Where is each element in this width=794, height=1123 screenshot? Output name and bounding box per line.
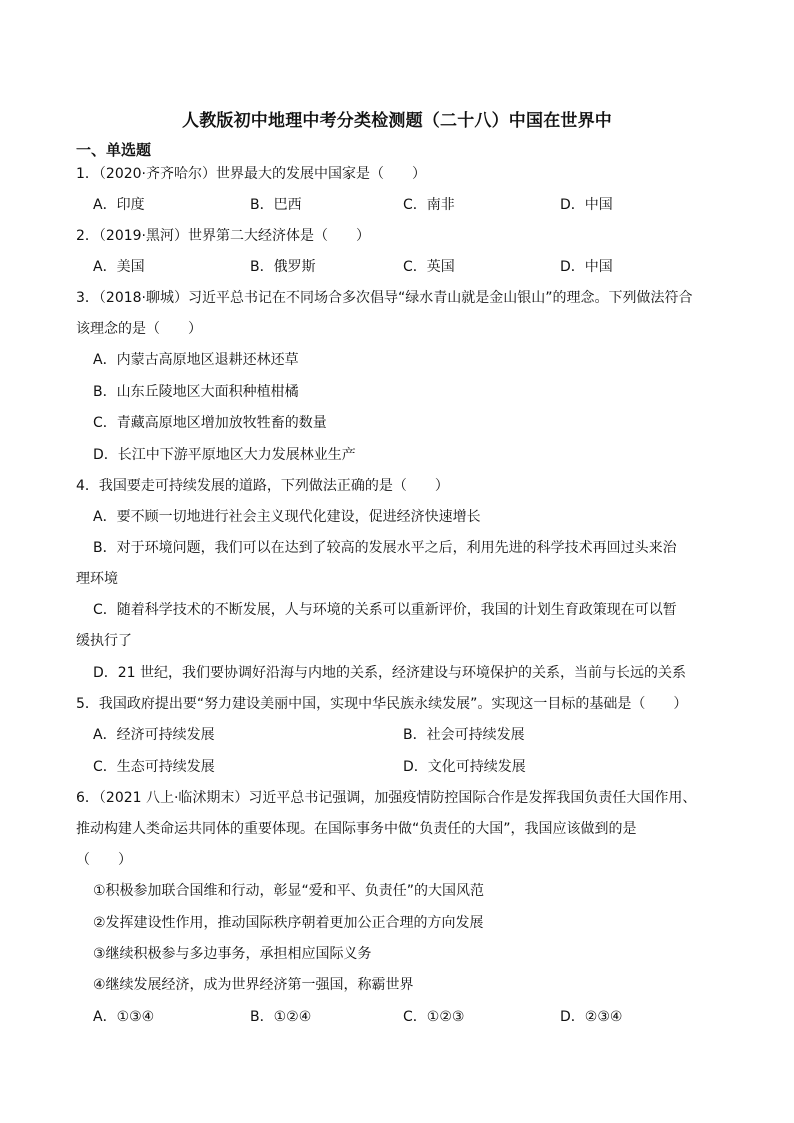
question-3-option-d[interactable]: D．长江中下游平原地区大力发展林业生产: [93, 447, 356, 463]
question-6-statement-1: ①积极参加联合国维和行动，彰显“爱和平、负责任”的大国风范: [93, 883, 485, 899]
question-3-option-c[interactable]: C．青藏高原地区增加放牧牲畜的数量: [93, 415, 327, 431]
question-5-stem: 5．我国政府提出要“努力建设美丽中国，实现中华民族永续发展”。实现这一目标的基础是（ ）: [76, 696, 688, 712]
question-4-option-b-line-1[interactable]: B．对于环境问题，我们可以在达到了较高的发展水平之后，利用先进的科学技术再回过头来治: [93, 540, 677, 556]
question-6-statement-2: ②发挥建设性作用，推动国际秩序朝着更加公正合理的方向发展: [93, 915, 484, 931]
question-2-option-a[interactable]: A．美国: [93, 259, 145, 275]
question-1-stem: 1．（2020·齐齐哈尔）世界最大的发展中国家是（ ）: [76, 166, 426, 182]
question-6-option-d[interactable]: D．②③④: [560, 1009, 623, 1025]
question-4-option-c-line-2[interactable]: 缓执行了: [76, 633, 132, 649]
page-title: 人教版初中地理中考分类检测题（二十八）中国在世界中: [182, 111, 612, 131]
question-4-option-d[interactable]: D．21 世纪，我们要协调好沿海与内地的关系，经济建设与环境保护的关系，当前与长远的关系: [93, 665, 687, 681]
question-4-option-c-line-1[interactable]: C．随着科学技术的不断发展，人与环境的关系可以重新评价，我国的计划生育政策现在可以暂: [93, 602, 677, 618]
question-3-stem-line-2: 该理念的是（ ）: [76, 321, 202, 337]
question-1-option-a[interactable]: A．印度: [93, 197, 145, 213]
question-2-option-b[interactable]: B．俄罗斯: [250, 259, 316, 275]
question-4-option-b-line-2[interactable]: 理环境: [76, 571, 118, 587]
question-3-option-a[interactable]: A．内蒙古高原地区退耕还林还草: [93, 352, 299, 368]
question-6-stem-line-1: 6．（2021 八上·临沭期末）习近平总书记强调，加强疫情防控国际合作是发挥我国负责任大国作用、: [76, 790, 697, 806]
question-5-option-d[interactable]: D．文化可持续发展: [403, 759, 526, 775]
question-2-stem: 2．（2019·黑河）世界第二大经济体是（ ）: [76, 228, 370, 244]
question-3-stem-line-1: 3．（2018·聊城）习近平总书记在不同场合多次倡导“绿水青山就是金山银山”的理念。下列做法符合: [76, 290, 693, 306]
question-5-option-c[interactable]: C．生态可持续发展: [93, 759, 215, 775]
question-2-option-c[interactable]: C．英国: [403, 259, 455, 275]
question-2-option-d[interactable]: D．中国: [560, 259, 613, 275]
question-1-option-b[interactable]: B．巴西: [250, 197, 302, 213]
question-6-stem-line-3: （ ）: [76, 852, 132, 868]
question-6-option-c[interactable]: C．①②③: [403, 1009, 465, 1025]
question-6-option-a[interactable]: A．①③④: [93, 1009, 155, 1025]
question-6-option-b[interactable]: B．①②④: [250, 1009, 312, 1025]
question-4-option-a[interactable]: A．要不顾一切地进行社会主义现代化建设，促进经济快速增长: [93, 509, 481, 525]
question-6-statement-3: ③继续积极参与多边事务，承担相应国际义务: [93, 946, 372, 962]
question-6-statement-4: ④继续发展经济，成为世界经济第一强国，称霸世界: [93, 977, 414, 993]
question-3-option-b[interactable]: B．山东丘陵地区大面积种植柑橘: [93, 384, 299, 400]
section-heading: 一、单选题: [76, 141, 152, 159]
question-4-stem: 4．我国要走可持续发展的道路，下列做法正确的是（ ）: [76, 478, 449, 494]
question-5-option-b[interactable]: B．社会可持续发展: [403, 727, 525, 743]
question-1-option-d[interactable]: D．中国: [560, 197, 613, 213]
question-6-stem-line-2: 推动构建人类命运共同体的重要体现。在国际事务中做“负责任的大国”，我国应该做到的是: [76, 821, 637, 837]
question-1-option-c[interactable]: C．南非: [403, 197, 455, 213]
question-5-option-a[interactable]: A．经济可持续发展: [93, 727, 215, 743]
